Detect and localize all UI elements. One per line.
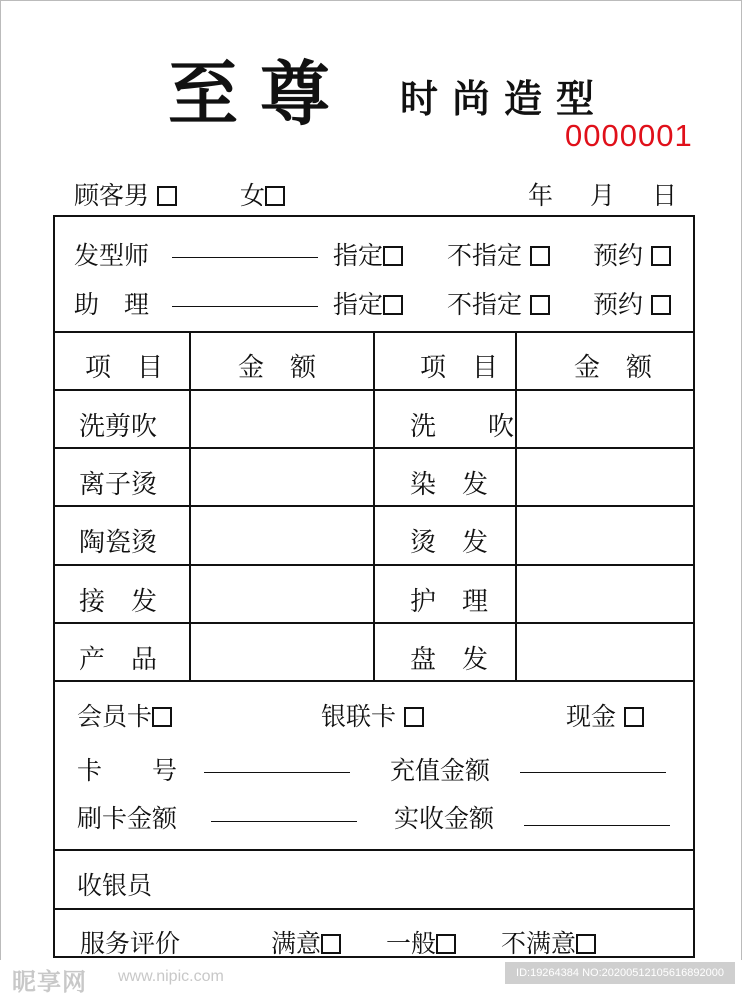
header-amount-right: 金 额 (574, 353, 653, 383)
divider-line (53, 849, 695, 851)
header-item-right: 项 目 (420, 353, 499, 383)
stylist-name-field[interactable] (172, 257, 318, 258)
assistant-not-designated-checkbox[interactable] (530, 295, 550, 315)
received-amount-field[interactable] (524, 825, 670, 826)
assistant-name-field[interactable] (172, 306, 318, 307)
header-item-left: 项 目 (85, 353, 164, 383)
satisfied-label: 满意 (271, 929, 322, 958)
female-group (240, 176, 285, 212)
service-item-wash-cut-blow: 洗剪吹 (79, 412, 158, 442)
recharge-amount-label: 充值金额 (390, 756, 491, 785)
stylist-designated-checkbox[interactable] (383, 246, 403, 266)
cashier-label: 收银员 (77, 871, 153, 900)
year-label: 年 (528, 181, 554, 210)
service-item-products: 产 品 (79, 645, 158, 675)
customer-gender-row (74, 176, 177, 212)
amount-cell[interactable] (192, 450, 372, 504)
amount-cell[interactable] (192, 567, 372, 621)
service-item-dye: 染 发 (410, 470, 489, 500)
service-item-updo: 盘 发 (410, 645, 489, 675)
stylist-not-designated-group (447, 236, 550, 272)
cash-group (566, 697, 644, 733)
amount-cell[interactable] (518, 567, 693, 621)
day-label: 日 (652, 181, 678, 210)
service-item-wash-blow: 洗 吹 (410, 412, 515, 442)
shop-title: 至尊 (168, 52, 352, 135)
service-item-extensions: 接 发 (79, 587, 158, 617)
serial-number: 0000001 (565, 118, 693, 153)
watermark-logo: 昵享网 (12, 968, 87, 996)
service-item-ion-perm: 离子烫 (79, 470, 158, 500)
column-line (189, 331, 191, 681)
satisfied-checkbox[interactable] (321, 934, 341, 954)
amount-cell[interactable] (518, 450, 693, 504)
unionpay-checkbox[interactable] (404, 707, 424, 727)
amount-cell[interactable] (192, 625, 372, 679)
assistant-not-designated-group (447, 285, 550, 321)
service-item-perm: 烫 发 (410, 528, 489, 558)
cashier-field[interactable] (180, 855, 680, 903)
member-card-checkbox[interactable] (152, 707, 172, 727)
stylist-designated-group (333, 236, 403, 272)
average-label: 一般 (386, 929, 437, 958)
column-line (515, 331, 517, 681)
reservation-label: 预约 (593, 241, 644, 270)
swipe-amount-field[interactable] (211, 821, 357, 822)
month-label: 月 (590, 181, 616, 210)
amount-cell[interactable] (192, 508, 372, 562)
assistant-designated-checkbox[interactable] (383, 295, 403, 315)
service-item-ceramic-perm: 陶瓷烫 (79, 528, 158, 558)
designated-label: 指定 (333, 241, 384, 270)
not-designated-label: 不指定 (447, 290, 523, 319)
assistant-reservation-group (593, 285, 671, 321)
assistant-reservation-checkbox[interactable] (651, 295, 671, 315)
amount-cell[interactable] (518, 392, 693, 446)
unsatisfied-checkbox[interactable] (576, 934, 596, 954)
service-item-care: 护 理 (410, 587, 489, 617)
average-group (386, 924, 456, 960)
satisfied-group (271, 924, 341, 960)
divider-line (53, 908, 695, 910)
assistant-designated-group (333, 285, 403, 321)
stylist-reservation-checkbox[interactable] (651, 246, 671, 266)
average-checkbox[interactable] (436, 934, 456, 954)
unsatisfied-group (501, 924, 596, 960)
amount-cell[interactable] (192, 392, 372, 446)
cash-checkbox[interactable] (624, 707, 644, 727)
reservation-label: 预约 (593, 290, 644, 319)
stylist-reservation-group (593, 236, 671, 272)
image-id-badge: ID:19264384 NO:20200512105616892000 (505, 962, 735, 984)
card-number-label: 卡 号 (77, 756, 178, 785)
member-card-group (77, 697, 172, 733)
amount-cell[interactable] (518, 625, 693, 679)
unionpay-label: 银联卡 (321, 702, 397, 731)
member-card-label: 会员卡 (77, 702, 153, 731)
female-checkbox[interactable] (265, 186, 285, 206)
recharge-amount-field[interactable] (520, 772, 666, 773)
column-line (373, 331, 375, 681)
stylist-not-designated-checkbox[interactable] (530, 246, 550, 266)
designated-label: 指定 (333, 290, 384, 319)
header-amount-left: 金 额 (238, 353, 317, 383)
unionpay-group (321, 697, 424, 733)
card-number-field[interactable] (204, 772, 350, 773)
shop-subtitle: 时尚造型 (400, 76, 609, 121)
evaluation-label: 服务评价 (80, 929, 181, 958)
male-checkbox[interactable] (157, 186, 177, 206)
watermark-url: www.nipic.com (118, 968, 224, 985)
amount-cell[interactable] (518, 508, 693, 562)
swipe-amount-label: 刷卡金额 (77, 804, 178, 833)
cash-label: 现金 (566, 702, 617, 731)
female-label: 女 (240, 181, 266, 210)
customer-male-label: 顾客男 (74, 181, 150, 210)
not-designated-label: 不指定 (447, 241, 523, 270)
assistant-label: 助 理 (74, 290, 150, 319)
received-amount-label: 实收金额 (394, 804, 495, 833)
stylist-label: 发型师 (74, 241, 150, 270)
unsatisfied-label: 不满意 (501, 929, 577, 958)
